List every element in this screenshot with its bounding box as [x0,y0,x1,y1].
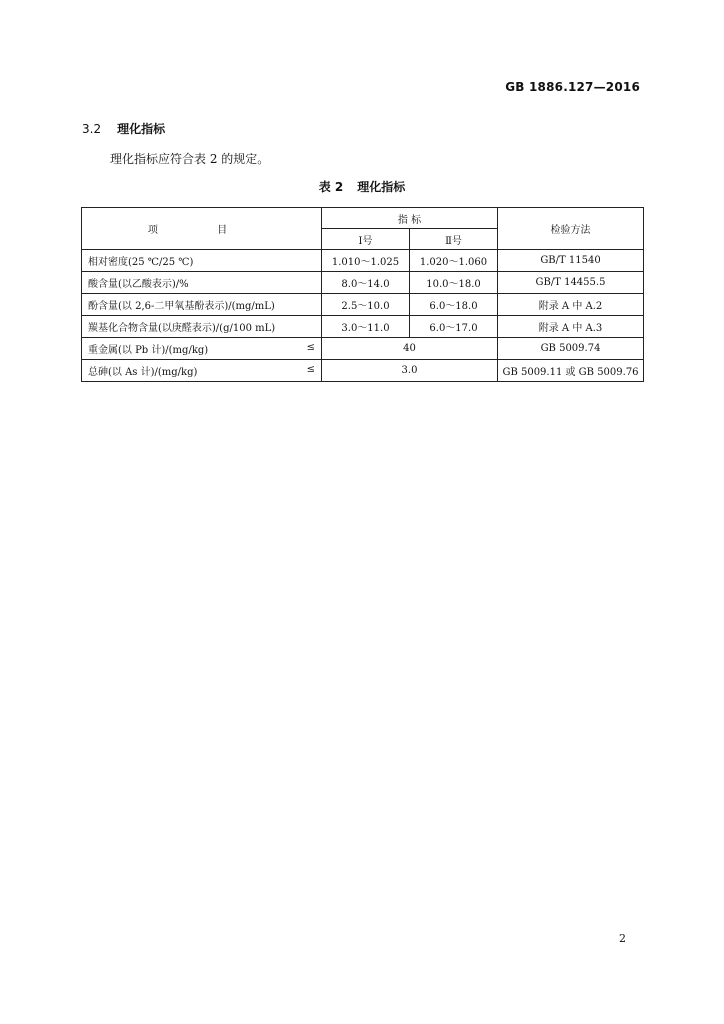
table-caption [0,178,724,195]
standard-code: GB 1886.127—2016 [505,80,640,94]
row-item-cell [82,360,322,382]
row-item: 总砷(以 As 计)/(mg/kg) [88,367,198,378]
table-caption-title: 理化指标 [357,180,406,194]
table-row [82,338,644,360]
row-method: GB 5009.74 [498,338,644,360]
row-method: GB/T 11540 [498,250,644,272]
leq-symbol: ≤ [306,364,315,375]
table-row [82,360,644,382]
row-merged-value: 3.0 [322,360,498,382]
section-number: 3.2 [82,122,102,136]
table-row [82,294,644,316]
row-grade-1: 1.010～1.025 [322,250,410,272]
row-item: 酸含量(以乙酸表示)/% [82,272,322,294]
table-row [82,316,644,338]
row-method: 附录 A 中 A.3 [498,316,644,338]
header-grade-2: Ⅱ号 [410,229,498,250]
header-grade-1: Ⅰ号 [322,229,410,250]
row-item: 相对密度(25 ℃/25 ℃) [82,250,322,272]
section-title: 理化指标 [117,122,166,136]
section-heading [82,120,165,137]
table-header-row [82,208,644,229]
header-method: 检验方法 [498,208,644,250]
spec-table [81,207,644,382]
table-row [82,272,644,294]
row-grade-1: 8.0～14.0 [322,272,410,294]
row-method: 附录 A 中 A.2 [498,294,644,316]
row-item: 酚含量(以 2,6-二甲氧基酚表示)/(mg/mL) [82,294,322,316]
row-item: 羰基化合物含量(以庚醛表示)/(g/100 mL) [82,316,322,338]
leq-symbol: ≤ [306,342,315,353]
table-caption-label: 表 2 [318,180,344,194]
row-item: 重金属(以 Pb 计)/(mg/kg) [88,345,209,356]
row-method: GB 5009.11 或 GB 5009.76 [498,360,644,382]
header-item: 项 目 [82,208,322,250]
section-intro: 理化指标应符合表 2 的规定。 [110,152,270,166]
row-grade-2: 10.0～18.0 [410,272,498,294]
row-grade-2: 1.020～1.060 [410,250,498,272]
page-number: 2 [619,932,626,945]
row-grade-1: 3.0～11.0 [322,316,410,338]
row-grade-2: 6.0～18.0 [410,294,498,316]
row-item-cell [82,338,322,360]
row-merged-value: 40 [322,338,498,360]
row-grade-2: 6.0～17.0 [410,316,498,338]
row-method: GB/T 14455.5 [498,272,644,294]
table-row [82,250,644,272]
row-grade-1: 2.5～10.0 [322,294,410,316]
header-index: 指 标 [322,208,498,229]
